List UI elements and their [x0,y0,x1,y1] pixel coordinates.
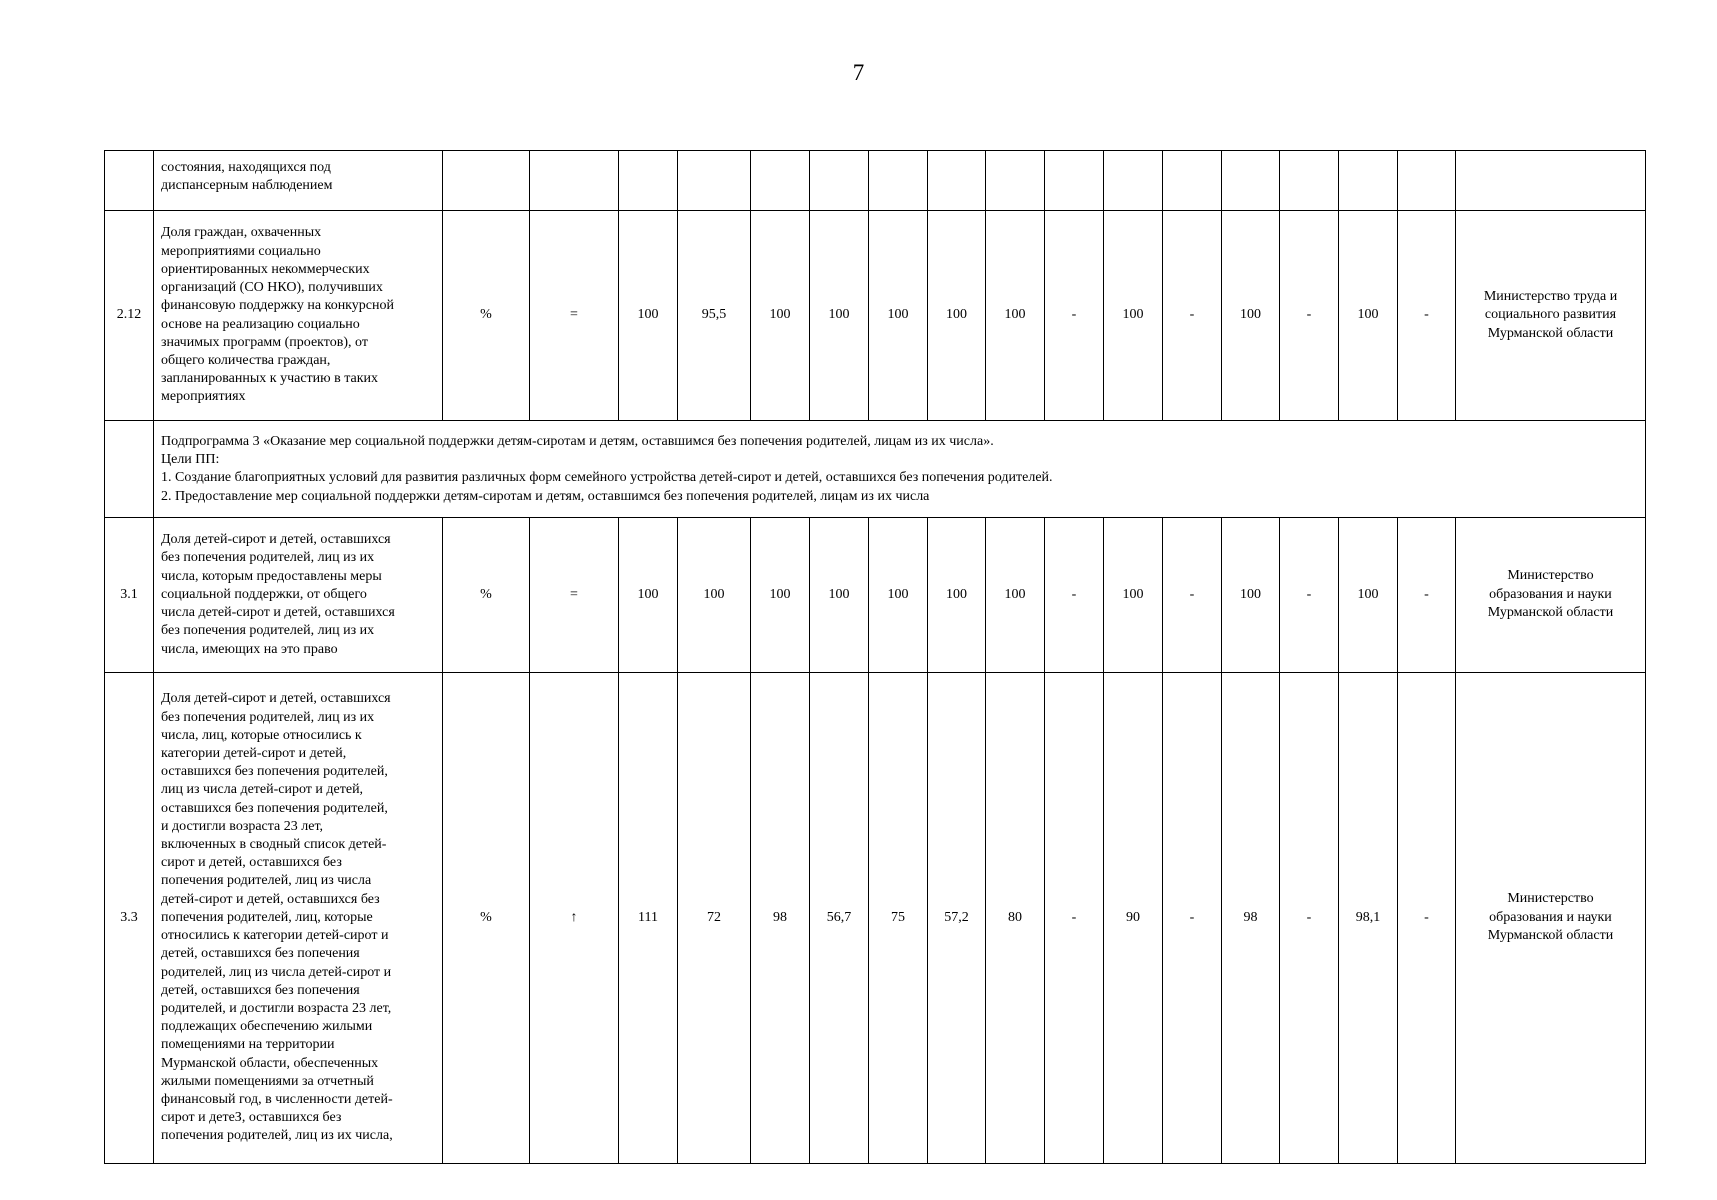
value: 100 [1004,307,1026,323]
unit-cell [443,673,530,1164]
description-line: родителей, и достигли возраста 23 лет, [161,1000,392,1016]
value: 100 [1357,586,1379,602]
value: 111 [638,909,658,925]
value-cell [1222,518,1280,673]
value: 100 [703,586,725,602]
description-line: попечения родителей, лиц из их числа, [161,1128,393,1144]
value: 100 [946,307,967,323]
table-row [105,673,1646,1164]
empty-cell [751,151,810,211]
description-line: значимых программ (проектов), от [161,334,368,350]
value-cell [1339,518,1398,673]
org-line: Мурманской области [1487,325,1614,341]
empty-cell [1104,151,1163,211]
value-cell [1280,518,1339,673]
value-cell [1163,518,1222,673]
description-line: числа, которым предоставлены меры [161,568,382,584]
value: 100 [946,586,967,602]
value-cell [1339,211,1398,421]
row-code: 3.1 [120,586,138,602]
value: 100 [1357,307,1379,323]
value: 100 [1004,586,1026,602]
description-line: общего количества граждан, [161,352,331,368]
value-cell [678,211,751,421]
value-cell [1398,211,1456,421]
value: - [1424,909,1429,925]
value-cell [1398,673,1456,1164]
empty-cell [810,151,869,211]
value-cell [1104,518,1163,673]
table-body [105,151,1646,1164]
subprogram-line: 2. Предоставление мер социальной поддержки детям-сиротам и детям, оставшимся без попечения родителей, лицам из их числа [161,488,930,504]
subprogram-row [105,421,1646,518]
direction: = [570,586,578,602]
description-line: Доля детей-сирот и детей, оставшихся [161,532,391,548]
org-line: Министерство [1507,891,1594,907]
value: - [1071,586,1077,602]
row-description-cell [154,151,443,211]
value-cell [619,673,678,1164]
value-cell [810,673,869,1164]
value: 100 [887,307,909,323]
empty-cell [928,151,986,211]
value: 56,7 [826,909,852,925]
empty-cell [1456,151,1646,211]
value: - [1306,586,1312,602]
value: - [1071,307,1077,323]
value-cell [986,518,1045,673]
description-line: без попечения родителей, лиц из их [161,623,375,639]
value: 100 [1122,307,1144,323]
org-line: образования и науки [1489,586,1612,602]
value: - [1424,586,1429,602]
value-cell [1163,673,1222,1164]
row-code-cell [105,211,154,421]
subprogram-line: Подпрограмма 3 «Оказание мер социальной поддержки детям-сиротам и детям, оставшимся без попечения родителей, лицам из их числа». [161,434,994,449]
page-number: 7 [852,60,865,85]
empty-cell [1280,151,1339,211]
value-cell [619,518,678,673]
value-cell [869,518,928,673]
description-line: включенных в сводный список детей- [161,837,387,853]
value-cell [1045,518,1104,673]
value: 100 [828,307,850,323]
value: 72 [707,909,721,925]
description-line: мероприятиями социально [161,243,321,259]
description-line: социальной поддержки, от общего [161,586,367,602]
value-cell [1222,673,1280,1164]
value: 100 [887,586,909,602]
empty-cell [986,151,1045,211]
description-line: относились к категории детей-сирот и [161,928,389,944]
row-code-cell [105,151,154,211]
row-description-cell [154,211,443,421]
value: - [1424,307,1429,323]
description-line: категории детей-сирот и детей, [161,746,347,762]
description-line: без попечения родителей, лиц из их [161,709,375,725]
org-cell [1456,518,1646,673]
unit: % [480,307,492,323]
value-cell [1339,673,1398,1164]
org-line: Министерство труда и [1483,288,1618,304]
value: - [1306,909,1312,925]
description-line: жилыми помещениями за отчетный [161,1073,374,1089]
value: 100 [1122,586,1144,602]
description-line: организаций (СО НКО), получивших [161,280,383,296]
value: 98 [773,909,787,925]
empty-cell [1339,151,1398,211]
value-cell [986,211,1045,421]
value: - [1189,586,1195,602]
value: 100 [769,586,791,602]
value-cell [1280,211,1339,421]
value-cell [869,211,928,421]
description-line: Доля детей-сирот и детей, оставшихся [161,691,391,707]
value: 100 [828,586,850,602]
description-line: мероприятиях [161,389,246,405]
org-line: Мурманской области [1487,928,1614,944]
value-cell [1398,518,1456,673]
empty-cell [1222,151,1280,211]
unit-cell [443,518,530,673]
description-line: лиц из числа детей-сирот и детей, [161,782,364,798]
value: 57,2 [944,909,969,925]
value-cell [1104,211,1163,421]
value-cell [1045,211,1104,421]
value: 90 [1126,909,1140,925]
description-line: состояния, находящихся под [161,160,331,175]
description-line: попечения родителей, лиц из числа [161,873,372,889]
description-line: и достигли возраста 23 лет, [161,818,324,834]
empty-cell [1045,151,1104,211]
unit-cell [443,211,530,421]
empty-cell [530,151,619,211]
value-cell [751,673,810,1164]
table-row-continuation [105,151,1646,211]
description-line: запланированных к участию в таких [161,371,379,387]
value-cell [810,211,869,421]
value-cell [928,211,986,421]
row-code: 3.3 [120,909,138,925]
value: - [1306,307,1312,323]
description-line: сирот и детей, оставшихся без [161,855,342,871]
value: 75 [891,909,905,925]
value-cell [1280,673,1339,1164]
org-cell [1456,211,1646,421]
value: 98 [1243,909,1258,925]
description-line: попечения родителей, лиц, которые [161,909,373,925]
org-line: Мурманской области [1487,605,1614,621]
subprogram-text-cell [154,421,1646,518]
row-description-cell [154,518,443,673]
value-cell [986,673,1045,1164]
row-code-cell [105,518,154,673]
value-cell [678,518,751,673]
org-cell [1456,673,1646,1164]
table-row [105,211,1646,421]
value: - [1189,307,1195,323]
direction: = [570,307,578,323]
row-code-cell [105,673,154,1164]
row-code: 2.12 [116,307,142,323]
value: - [1189,909,1195,925]
value-cell [928,673,986,1164]
empty-cell [678,151,751,211]
table-row [105,518,1646,673]
empty-cell [869,151,928,211]
empty-cell [443,151,530,211]
description-line: оставшихся без попечения родителей, [161,800,388,816]
direction: ↑ [570,909,578,925]
indicators-table [104,150,1646,1164]
value: 100 [637,586,659,602]
description-line: числа, лиц, которые относились к [161,727,362,743]
org-line: Министерство [1507,568,1594,584]
description-line: ориентированных некоммерческих [161,261,370,277]
description-line: финансовый год, в численности детей- [161,1091,393,1107]
description-line: родителей, лиц из числа детей-сирот и [161,964,392,980]
value-cell [1163,211,1222,421]
description-line: Доля граждан, охваченных [161,225,322,241]
value: 100 [769,307,791,323]
subprogram-code-cell [105,421,154,518]
value-cell [1104,673,1163,1164]
subprogram-line: Цели ПП: [161,452,220,468]
description-line: сирот и детеЗ, оставшихся без [161,1110,342,1126]
description-line: помещениями на территории [161,1037,335,1053]
description-line: подлежащих обеспечению жилыми [161,1019,373,1035]
direction-cell [530,211,619,421]
subprogram-line: 1. Создание благоприятных условий для развития различных форм семейного устройства детей-сирот и детей, оставшихся без попечения родителей. [161,470,1053,486]
description-line: без попечения родителей, лиц из их [161,550,375,566]
description-line: детей, оставшихся без попечения [161,982,360,998]
empty-cell [619,151,678,211]
org-line: образования и науки [1489,909,1612,925]
direction-cell [530,673,619,1164]
value: 98,1 [1355,909,1381,925]
unit: % [480,586,492,602]
description-line: детей-сирот и детей, оставшихся без [161,891,380,907]
value-cell [678,673,751,1164]
value: 100 [1240,307,1261,323]
value-cell [810,518,869,673]
value-cell [1222,211,1280,421]
description-line: оставшихся без попечения родителей, [161,764,388,780]
value: 80 [1008,909,1022,925]
value: - [1071,909,1077,925]
empty-cell [1163,151,1222,211]
value: 100 [637,307,659,323]
unit: % [480,909,492,925]
description-line: диспансерным наблюдением [161,178,333,194]
description-line: основе на реализацию социально [161,316,360,332]
empty-cell [1398,151,1456,211]
value: 95,5 [701,307,727,323]
value-cell [619,211,678,421]
org-line: социального развития [1484,307,1617,323]
description-line: Мурманской области, обеспеченных [161,1055,379,1071]
value-cell [751,518,810,673]
value-cell [928,518,986,673]
row-description-cell [154,673,443,1164]
direction-cell [530,518,619,673]
description-line: детей, оставшихся без попечения [161,946,360,962]
description-line: числа детей-сирот и детей, оставшихся [161,605,395,621]
description-line: числа, имеющих на это право [161,641,338,657]
value: 100 [1240,586,1261,602]
value-cell [751,211,810,421]
value-cell [869,673,928,1164]
value-cell [1045,673,1104,1164]
description-line: финансовую поддержку на конкурсной [161,298,394,314]
